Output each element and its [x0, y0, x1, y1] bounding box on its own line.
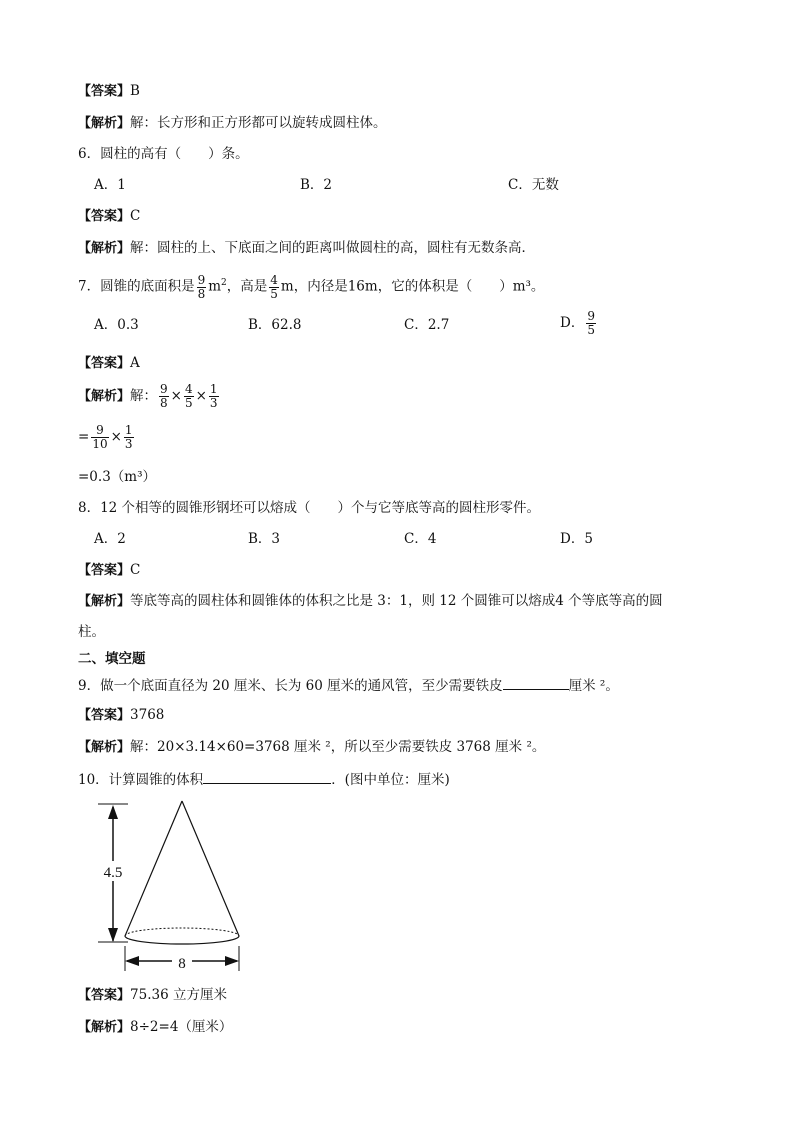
frac-num: 4 [184, 382, 193, 396]
answer-tag: 【答案】 [78, 209, 131, 224]
height-arrow-bottom [108, 928, 118, 942]
frac-den: 5 [587, 323, 595, 337]
answer-line [78, 82, 140, 101]
answer-blank[interactable] [503, 675, 569, 690]
q10-text-1: 10．计算圆锥的体积 [78, 772, 204, 788]
frac-den: 5 [270, 286, 278, 301]
section-heading: 二、填空题 [78, 651, 146, 667]
answer-text: C [130, 208, 141, 224]
analysis-line [78, 1018, 232, 1037]
answer-text: B [130, 83, 140, 99]
analysis-tag: 【解析】 [78, 241, 131, 256]
answer-text: 3768 [130, 707, 165, 723]
q8-option-a: A．2 [94, 531, 126, 547]
frac-num: 1 [209, 382, 218, 396]
frac-den: 3 [209, 396, 218, 410]
cone-right-edge [182, 801, 239, 936]
q6-option-c: C．无数 [508, 177, 559, 193]
q7-option-b: B．62.8 [248, 317, 302, 333]
fraction [159, 383, 169, 410]
height-label: 4.5 [103, 865, 123, 881]
frac-num: 9 [160, 382, 168, 396]
q8-option-d: D．5 [560, 531, 593, 547]
answer-text: 75.36 立方厘米 [130, 987, 227, 1003]
frac-den: 3 [124, 437, 133, 451]
q7-text-2: m [208, 278, 222, 295]
q10-text-2: ．(图中单位：厘米) [331, 772, 450, 788]
fraction [269, 274, 279, 301]
q7-text-3: ，高是 [226, 278, 268, 295]
answer-text: A [130, 355, 140, 371]
cone-left-edge [125, 801, 182, 936]
analysis-text: 解： [130, 388, 158, 404]
expression-line: =0.3（m³） [78, 469, 156, 485]
equals-sign: = [78, 429, 90, 445]
frac-num: 9 [91, 424, 108, 438]
q7-option-c: C．2.7 [404, 317, 450, 333]
question-9 [78, 675, 619, 695]
analysis-line [78, 592, 663, 611]
diameter-label: 8 [178, 956, 186, 972]
answer-line [78, 561, 140, 580]
frac-den: 8 [197, 286, 206, 301]
q6-option-b: B．2 [300, 177, 333, 193]
q7-option-d [560, 308, 598, 338]
expression-line [78, 422, 136, 452]
times-sign: × [170, 388, 182, 404]
answer-line [78, 986, 227, 1005]
fraction [209, 383, 219, 410]
times-sign: × [195, 388, 207, 404]
option-label: D． [560, 315, 585, 331]
q9-text-1: 9．做一个底面直径为 20 厘米、长为 60 厘米的通风管，至少需要铁皮 [78, 678, 503, 694]
answer-tag: 【答案】 [78, 708, 131, 723]
answer-blank[interactable] [203, 769, 331, 784]
frac-num: 1 [124, 423, 133, 437]
analysis-text: 8÷2=4（厘米） [130, 1019, 233, 1035]
analysis-text: 解：长方形和正方形都可以旋转成圆柱体。 [130, 115, 387, 131]
analysis-continuation: 柱。 [78, 624, 105, 640]
question-8: 8．12 个相等的圆锥形钢坯可以熔成（ ）个与它等底等高的圆柱形零件。 [78, 500, 541, 516]
frac-num: 4 [270, 272, 278, 287]
frac-den: 10 [92, 437, 108, 451]
analysis-tag: 【解析】 [78, 740, 131, 755]
analysis-text: 解：20×3.14×60=3768 厘米 ²，所以至少需要铁皮 3768 厘米 ²。 [130, 739, 546, 755]
cone-base-back [125, 928, 239, 936]
q8-option-c: C．4 [404, 531, 437, 547]
answer-tag: 【答案】 [78, 84, 131, 99]
answer-line [78, 706, 164, 725]
height-arrow-top [108, 805, 118, 819]
diameter-arrow-right [225, 956, 239, 966]
analysis-text: 解：圆柱的上、下底面之间的距离叫做圆柱的高，圆柱有无数条高． [130, 240, 536, 256]
diameter-arrow-left [125, 956, 139, 966]
answer-line [78, 354, 140, 373]
answer-line [78, 207, 140, 226]
question-7 [78, 268, 544, 302]
fraction [91, 424, 108, 451]
question-10 [78, 769, 450, 789]
answer-tag: 【答案】 [78, 356, 131, 371]
analysis-tag: 【解析】 [78, 116, 131, 131]
frac-den: 5 [184, 396, 193, 410]
question-6: 6．圆柱的高有（ ）条。 [78, 146, 249, 162]
frac-num: 9 [587, 309, 595, 323]
times-sign: × [110, 429, 122, 445]
analysis-tag: 【解析】 [78, 1020, 131, 1035]
answer-tag: 【答案】 [78, 563, 131, 578]
cone-base-front [125, 936, 239, 944]
q6-option-a: A．1 [94, 177, 126, 193]
fraction [197, 274, 207, 301]
analysis-tag: 【解析】 [78, 594, 131, 609]
frac-den: 8 [160, 396, 168, 410]
q8-option-b: B．3 [248, 531, 281, 547]
analysis-text: 等底等高的圆柱体和圆锥体的体积之比是 3：1，则 12 个圆锥可以熔成4 个等底等高的圆 [130, 593, 663, 609]
q7-sup: 2 [221, 278, 227, 288]
q9-text-2: 厘米 ²。 [568, 678, 619, 694]
q7-option-a: A．0.3 [94, 317, 139, 333]
q7-text-1: 7．圆锥的底面积是 [78, 278, 195, 295]
analysis-line [78, 239, 535, 258]
analysis-line [78, 114, 387, 133]
fraction [184, 383, 194, 410]
fraction [124, 424, 134, 451]
answer-tag: 【答案】 [78, 988, 131, 1003]
analysis-tag: 【解析】 [78, 389, 131, 404]
fraction [586, 310, 596, 337]
q7-text-4: m，内径是16m，它的体积是（ ）m³。 [280, 278, 545, 295]
answer-text: C [130, 562, 141, 578]
frac-num: 9 [197, 272, 206, 287]
cone-figure [90, 795, 260, 980]
analysis-line [78, 738, 545, 757]
analysis-line [78, 381, 221, 412]
